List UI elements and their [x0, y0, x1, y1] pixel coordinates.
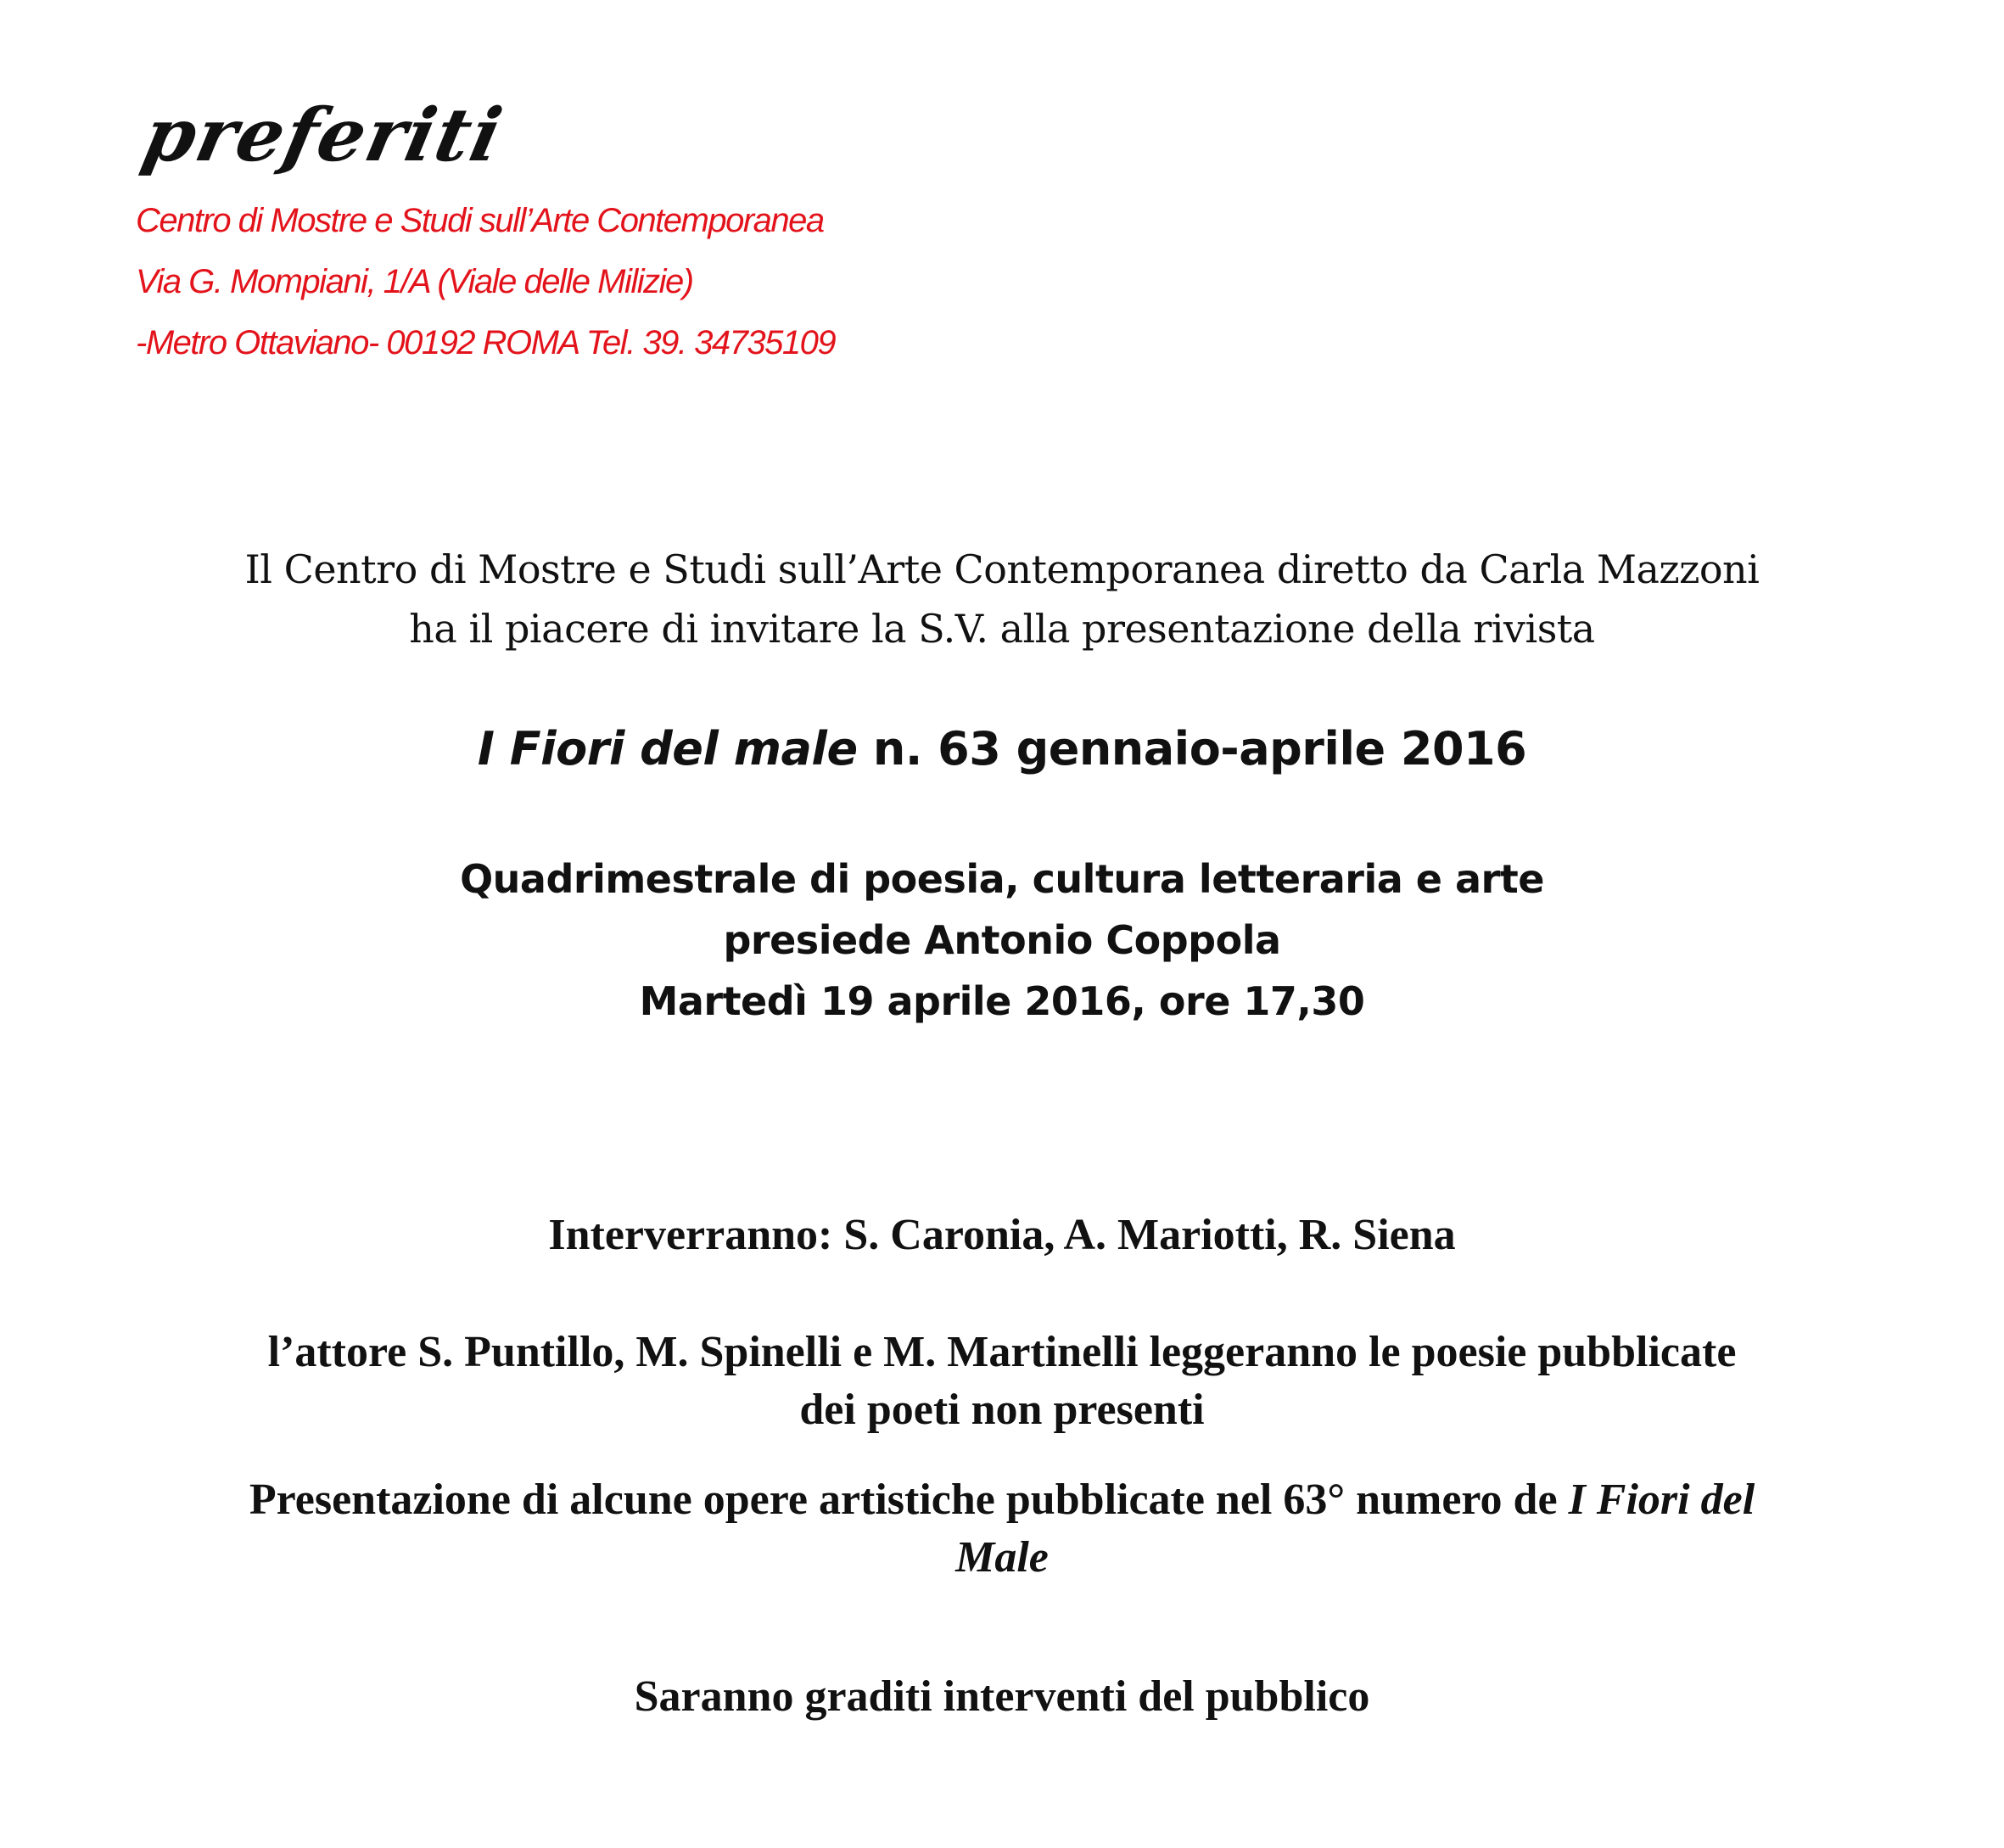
readers-line-2: dei poeti non presenti: [799, 1386, 1205, 1434]
address-line-street: Via G. Mompiani, 1/A (Viale delle Milizie): [136, 263, 693, 300]
presentation-text: Presentazione di alcune opere artistiche pubblicate nel 63° numero de: [249, 1476, 1569, 1524]
event-subtitle: [0, 848, 2004, 1032]
issue-details: n. 63 gennaio-aprile 2016: [857, 722, 1527, 776]
invitation-intro: [0, 540, 2004, 658]
address-line-center-name: Centro di Mostre e Studi sull’Arte Contemporanea: [136, 202, 824, 239]
intro-line-1: Il Centro di Mostre e Studi sull’Arte Contemporanea diretto da Carla Mazzoni: [244, 546, 1760, 592]
magazine-description: Quadrimestrale di poesia, cultura letteraria e arte: [460, 856, 1544, 902]
magazine-title: I Fiori del male: [477, 722, 858, 776]
issue-heading: [0, 720, 2004, 779]
intro-line-2: ha il piacere di invitare la S.V. alla presentazione della rivista: [409, 606, 1595, 652]
event-date-time: Martedì 19 aprile 2016, ore 17,30: [639, 978, 1365, 1024]
presentation-title-part2: Male: [955, 1533, 1049, 1582]
letterhead: [136, 93, 835, 373]
chairperson: presiede Antonio Coppola: [723, 917, 1281, 963]
speakers-line: Interverranno: S. Caronia, A. Mariotti, R. Siena: [548, 1211, 1456, 1259]
presentation-title-part1: I Fiori del: [1568, 1476, 1755, 1524]
closing-line: Saranno graditi interventi del pubblico: [634, 1672, 1370, 1721]
presentation-line-1: [0, 1471, 2004, 1529]
logo-preferiti: preferiti: [136, 92, 511, 178]
address-line-city-phone: -Metro Ottaviano- 00192 ROMA Tel. 39. 34735109: [136, 324, 836, 361]
readers-line-1: l’attore S. Puntillo, M. Spinelli e M. Martinelli leggeranno le poesie pubblicate: [267, 1328, 1737, 1376]
artworks-presentation: [0, 1471, 2004, 1587]
readers-paragraph: [0, 1324, 2004, 1439]
